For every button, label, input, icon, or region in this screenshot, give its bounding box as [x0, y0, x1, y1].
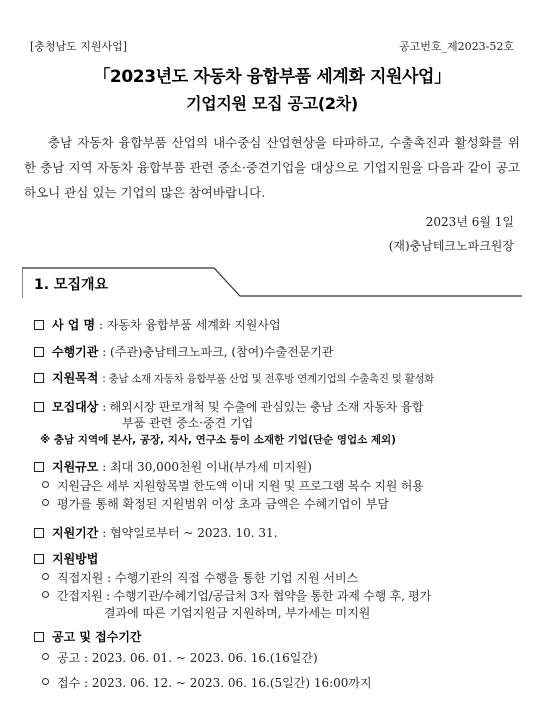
item-label: 지원방법 [52, 552, 99, 566]
item-scale [34, 458, 312, 475]
subitem-text: 공고 : 2023. 06. 01. ~ 2023. 06. 16.(16일간) [57, 651, 318, 665]
checkbox-square-icon [34, 528, 44, 538]
item-agency [34, 343, 333, 360]
item-label: 수행기관 [52, 345, 99, 359]
scale-subitem [42, 477, 424, 494]
checkbox-square-icon [34, 402, 44, 412]
checkbox-square-icon [34, 554, 44, 564]
bullet-circle-icon [42, 678, 49, 685]
checkbox-square-icon [34, 347, 44, 357]
issuer-name: (재)충남테크노파크원장 [388, 239, 514, 253]
method-subitem-continued: 결과에 따른 기업지원금 지원하며, 부가세는 미지원 [104, 606, 371, 620]
item-label: 공고 및 접수기간 [52, 630, 142, 644]
item-label: 지원목적 [52, 371, 99, 385]
item-period [34, 524, 277, 541]
subitem-text: 접수 : 2023. 06. 12. ~ 2023. 06. 16.(5일간) 16:00까지 [57, 676, 372, 690]
item-value: : 해외시장 판로개척 및 수출에 관심있는 충남 소재 자동차 융합 [102, 400, 424, 414]
bullet-circle-icon [42, 653, 49, 660]
item-target [34, 398, 423, 415]
item-value: : 자동차 융합부품 세계화 지원사업 [98, 318, 281, 332]
item-label: 모집대상 [52, 400, 99, 414]
bullet-circle-icon [42, 573, 49, 580]
subitem-text: 지원금은 세부 지원항목별 한도액 이내 지원 및 프로그램 복수 지원 허용 [57, 479, 424, 493]
item-project-name [34, 316, 281, 333]
item-purpose [34, 369, 434, 386]
item-notice-period [34, 628, 142, 645]
item-label: 지원규모 [52, 460, 99, 474]
item-value: : 협약일로부터 ~ 2023. 10. 31. [102, 526, 278, 540]
bullet-circle-icon [42, 499, 49, 506]
method-subitem [42, 569, 358, 586]
subitem-text: 직접지원 : 수행기관의 직접 수행을 통한 기업 지원 서비스 [57, 571, 359, 585]
intro-paragraph: 충남 자동차 융합부품 산업의 내수중심 산업현상을 타파하고, 수출촉진과 활성화를 위한 충남 지역 자동차 융합부품 관련 중소·중견기업을 대상으로 기업지원을 다음과 같이 공고하오니 관심 있는 기업의 많은 참여바랍니다. [24, 135, 520, 200]
section-title: 1. 모집개요 [34, 277, 109, 293]
checkbox-square-icon [34, 632, 44, 642]
target-footnote: ※ 충남 지역에 본사, 공장, 지사, 연구소 등이 소재한 기업(단순 영업소 제외) [40, 434, 396, 446]
item-method [34, 550, 98, 567]
document-title: 「2023년도 자동차 융합부품 세계화 지원사업」 [93, 67, 451, 87]
bullet-circle-icon [42, 591, 49, 598]
bullet-circle-icon [42, 481, 49, 488]
announcement-date: 2023년 6월 1일 [425, 215, 514, 229]
method-subitem [42, 587, 431, 604]
item-value: : 최대 30,000천원 이내(부가세 미지원) [102, 460, 312, 474]
document-subtitle: 기업지원 모집 공고(2차) [186, 94, 358, 113]
notice-number: 공고번호_제2023-52호 [399, 40, 514, 53]
scale-subitem [42, 495, 389, 512]
notice-subitem [42, 674, 372, 691]
subitem-text: 평가를 통해 확정된 지원범위 이상 초과 금액은 수혜기업이 부담 [57, 497, 389, 511]
program-tag: [충청남도 지원사업] [30, 40, 128, 53]
item-value: : 충남 소재 자동차 융합부품 산업 및 전후방 연계기업의 수출촉진 및 활성화 [102, 373, 435, 385]
checkbox-square-icon [34, 320, 44, 330]
subitem-text: 간접지원 : 수행기관/수혜기업/공급처 3자 협약을 통한 과제 수행 후, 평가 [57, 589, 432, 603]
item-label: 지원기간 [52, 526, 99, 540]
item-target-continued: 부품 관련 중소·중견 기업 [122, 416, 254, 430]
notice-subitem [42, 649, 318, 666]
checkbox-square-icon [34, 373, 44, 383]
checkbox-square-icon [34, 462, 44, 472]
item-value: : (주관)충남테크노파크, (참여)수출전문기관 [102, 345, 334, 359]
item-label: 사 업 명 [52, 318, 96, 332]
